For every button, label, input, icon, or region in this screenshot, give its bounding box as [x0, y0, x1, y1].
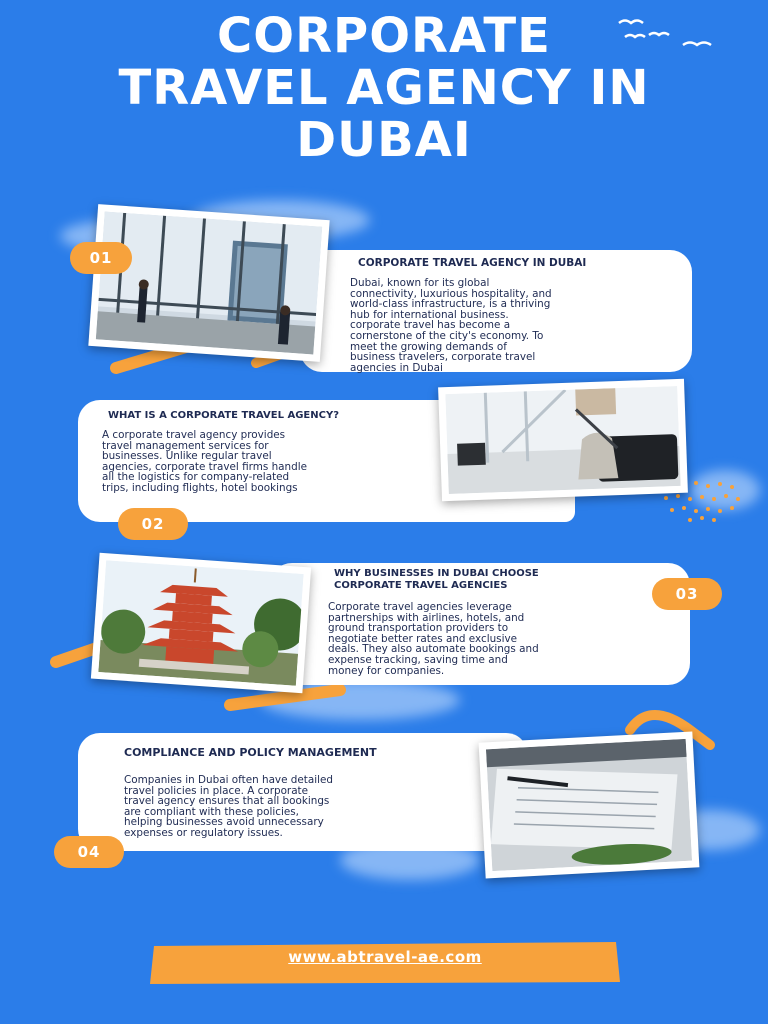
- step-badge-01: 01: [70, 242, 132, 274]
- pagoda-photo: [91, 553, 311, 693]
- title-line-1: CORPORATE: [217, 8, 551, 64]
- section-1-heading: CORPORATE TRAVEL AGENCY IN DUBAI: [358, 257, 587, 269]
- title-line-3: DUBAI: [296, 112, 472, 168]
- step-badge-04: 04: [54, 836, 124, 868]
- birds-icon: [605, 15, 715, 55]
- section-4-body: Companies in Dubai often have detailed travel policies in place. A corporate travel agency ensures that all bookings are compliant with these policies, helping businesses avoid unnecessary expenses or regulatory issues.: [124, 774, 333, 839]
- clipboard-document-photo: [479, 731, 700, 878]
- section-2-body: A corporate travel agency provides travel management services for businesses. Unlike regular travel agencies, corporate travel firms handle all the logistics for company-related trips, including flights, hotel bookings: [102, 429, 307, 494]
- title-line-2: TRAVEL AGENCY IN: [118, 60, 650, 116]
- step-badge-02: 02: [118, 508, 188, 540]
- section-3-heading: WHY BUSINESSES IN DUBAI CHOOSE CORPORATE TRAVEL AGENCIES: [334, 568, 539, 591]
- section-3-body: Corporate travel agencies leverage partnerships with airlines, hotels, and ground transportation providers to negotiate better rates and exclusive deals. They also automate bookings and expense tracking, saving time and money for companies.: [328, 601, 539, 677]
- section-1-body: Dubai, known for its global connectivity, luxurious hospitality, and world-class infrastructure, is a thriving hub for international business. corporate travel has become a cornerstone of the city's economy. To meet the growing demands of business travelers, corporate travel agencies in Dubai: [350, 277, 552, 374]
- website-link[interactable]: www.abtravel-ae.com: [288, 948, 482, 966]
- section-2-heading: WHAT IS A CORPORATE TRAVEL AGENCY?: [108, 410, 339, 421]
- step-badge-03: 03: [652, 578, 722, 610]
- section-4-heading: COMPLIANCE AND POLICY MANAGEMENT: [124, 746, 377, 759]
- office-window-photo: [88, 204, 329, 362]
- airport-luggage-photo: [438, 379, 688, 502]
